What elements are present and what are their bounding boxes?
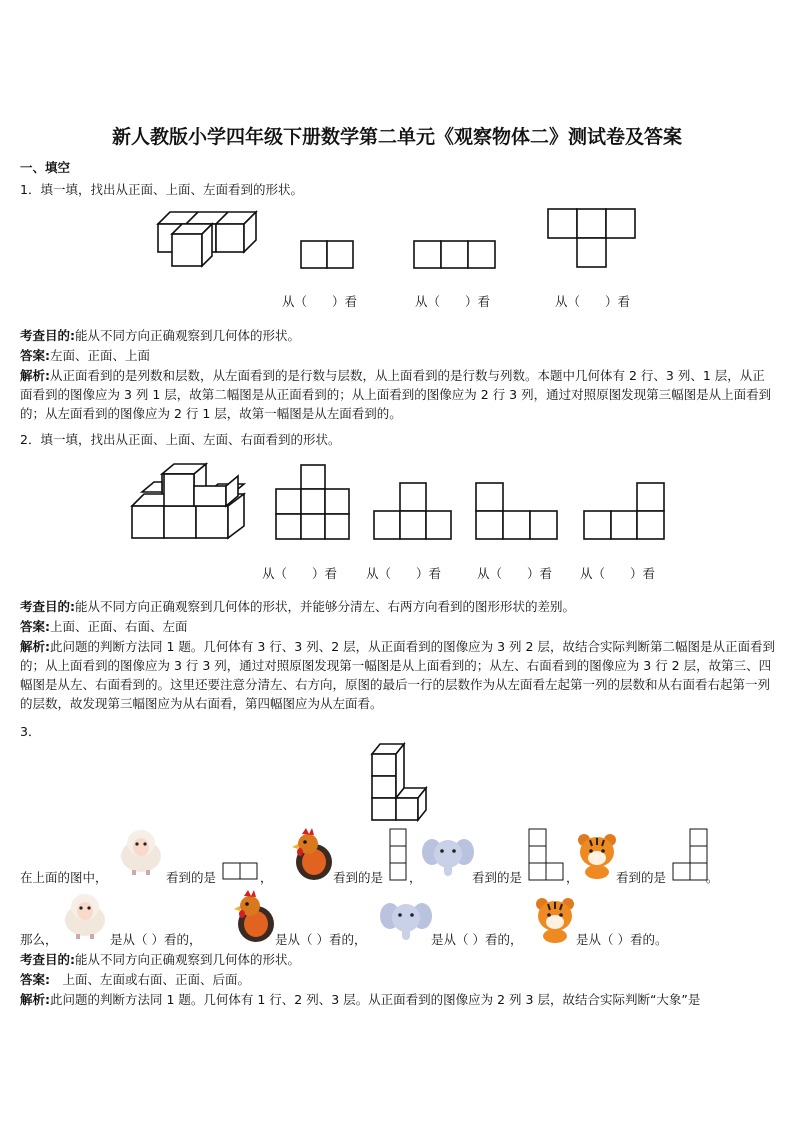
q1-solid-figure [148,210,260,272]
q1-answer: 答案:左面、正面、上面 [20,348,151,363]
q3-line1-see-4: 看到的是 [616,870,667,885]
comma: ， [260,870,273,885]
q2-blank-3: 从（ ）看 [477,566,553,581]
q1-blank-2: 从（ ）看 [415,294,491,309]
q3-line2-lead: 那么， [20,932,58,947]
page-title: 新人教版小学四年级下册数学第二单元《观察物体二》测试卷及答案 [111,126,682,148]
tiger-icon [576,832,618,880]
q1-blank-3: 从（ ）看 [555,294,631,309]
q3-view-rooster [389,828,409,882]
q3-answer: 答案: 上面、左面或右面、正面、后面。 [20,972,251,987]
q2-view-4 [583,482,667,542]
q2-view-1 [275,464,351,542]
q3-solid-figure [370,742,430,824]
q3-view-sheep [222,862,260,880]
comma: ， [566,870,579,885]
q3-line1-see-2: 看到的是 [333,870,384,885]
rooster-icon [232,888,276,944]
rooster-icon [290,826,334,882]
q3-view-tiger [672,828,710,882]
q3-line1-see-3: 看到的是 [472,870,523,885]
q1-view-3 [547,208,637,270]
q3-line1-lead: 在上面的图中， [20,870,108,885]
q2-blank-4: 从（ ）看 [580,566,656,581]
q3-line2-blank-1: 是从（ ）看的， [110,932,202,947]
q2-goal: 考查目的:能从不同方向正确观察到几何体的形状，并能够分清左、右两方向看到的图形形状的差别。 [20,599,576,614]
q3-view-elephant [528,828,566,882]
q2-view-3 [475,482,559,542]
sheep-icon [62,890,108,940]
sheep-icon [118,826,164,876]
q1-view-1 [300,240,356,270]
comma: ， [409,870,422,885]
q2-blank-1: 从（ ）看 [262,566,338,581]
section-heading: 一、填空 [20,160,71,175]
q1-question: 1．填一填，找出从正面、上面、左面看到的形状。 [20,182,303,197]
q3-line2-blank-3: 是从（ ）看的， [431,932,523,947]
elephant-icon [422,834,474,878]
q3-line2-blank-2: 是从（ ）看的， [275,932,367,947]
q2-question: 2．填一填，找出从正面、上面、左面、右面看到的形状。 [20,432,341,447]
q1-analysis: 解析:从正面看到的是列数和层数，从左面看到的是行数与层数，从上面看到的是行数与列数。本题中几何体有 2 行、3 列、1 层，从正面看到的图像应为 3 列 1 层，故第二幅图是从正面看到的；从上面看到的图像应为 2 行 3 列，通过对照原图发现第三幅图是从上面看到的；从左面看到的图像应为 2 行 1 层，故第一幅图是从左面看到的。 [20,368,772,421]
q1-goal: 考查目的:能从不同方向正确观察到几何体的形状。 [20,328,301,343]
q2-analysis: 解析:此问题的判断方法同 1 题。几何体有 3 行、3 列、2 层，从正面看到的图像应为 3 列 2 层，故结合实际判断第二幅图是从正面看到的；从上面看到的图像应为 3 行 3 列，通过对照原图发现第一幅图是从上面看到的；从左、右面看到的图像应为 3 行 2 层，故第三、四幅图是从左、右面看到的。这里还要注意分清左、右方向，原图的最后一行的层数作为从左面看左起第一列的层数和从右面看右起第一列的层数，故发现第三幅图应为从右面看，第四幅图应为从左面看。 [20,639,775,711]
elephant-icon [380,898,432,942]
q1-view-2 [413,240,497,270]
q3-analysis: 解析:此问题的判断方法同 1 题。几何体有 1 行、2 列、3 层。从正面看到的图像应为 2 列 3 层，故结合实际判断“大象”是 [20,992,701,1007]
q3-goal: 考查目的:能从不同方向正确观察到几何体的形状。 [20,952,301,967]
q1-blank-1: 从（ ）看 [282,294,358,309]
q2-solid-figure [130,462,250,542]
q3-number: 3． [20,724,41,739]
tiger-icon [534,896,576,944]
q3-line1-see-1: 看到的是 [166,870,217,885]
q2-view-2 [373,482,453,542]
q2-blank-2: 从（ ）看 [366,566,442,581]
q3-line2-blank-4: 是从（ ）看的。 [576,932,668,947]
q2-answer: 答案:上面、正面、右面、左面 [20,619,188,634]
period: 。 [706,870,719,885]
